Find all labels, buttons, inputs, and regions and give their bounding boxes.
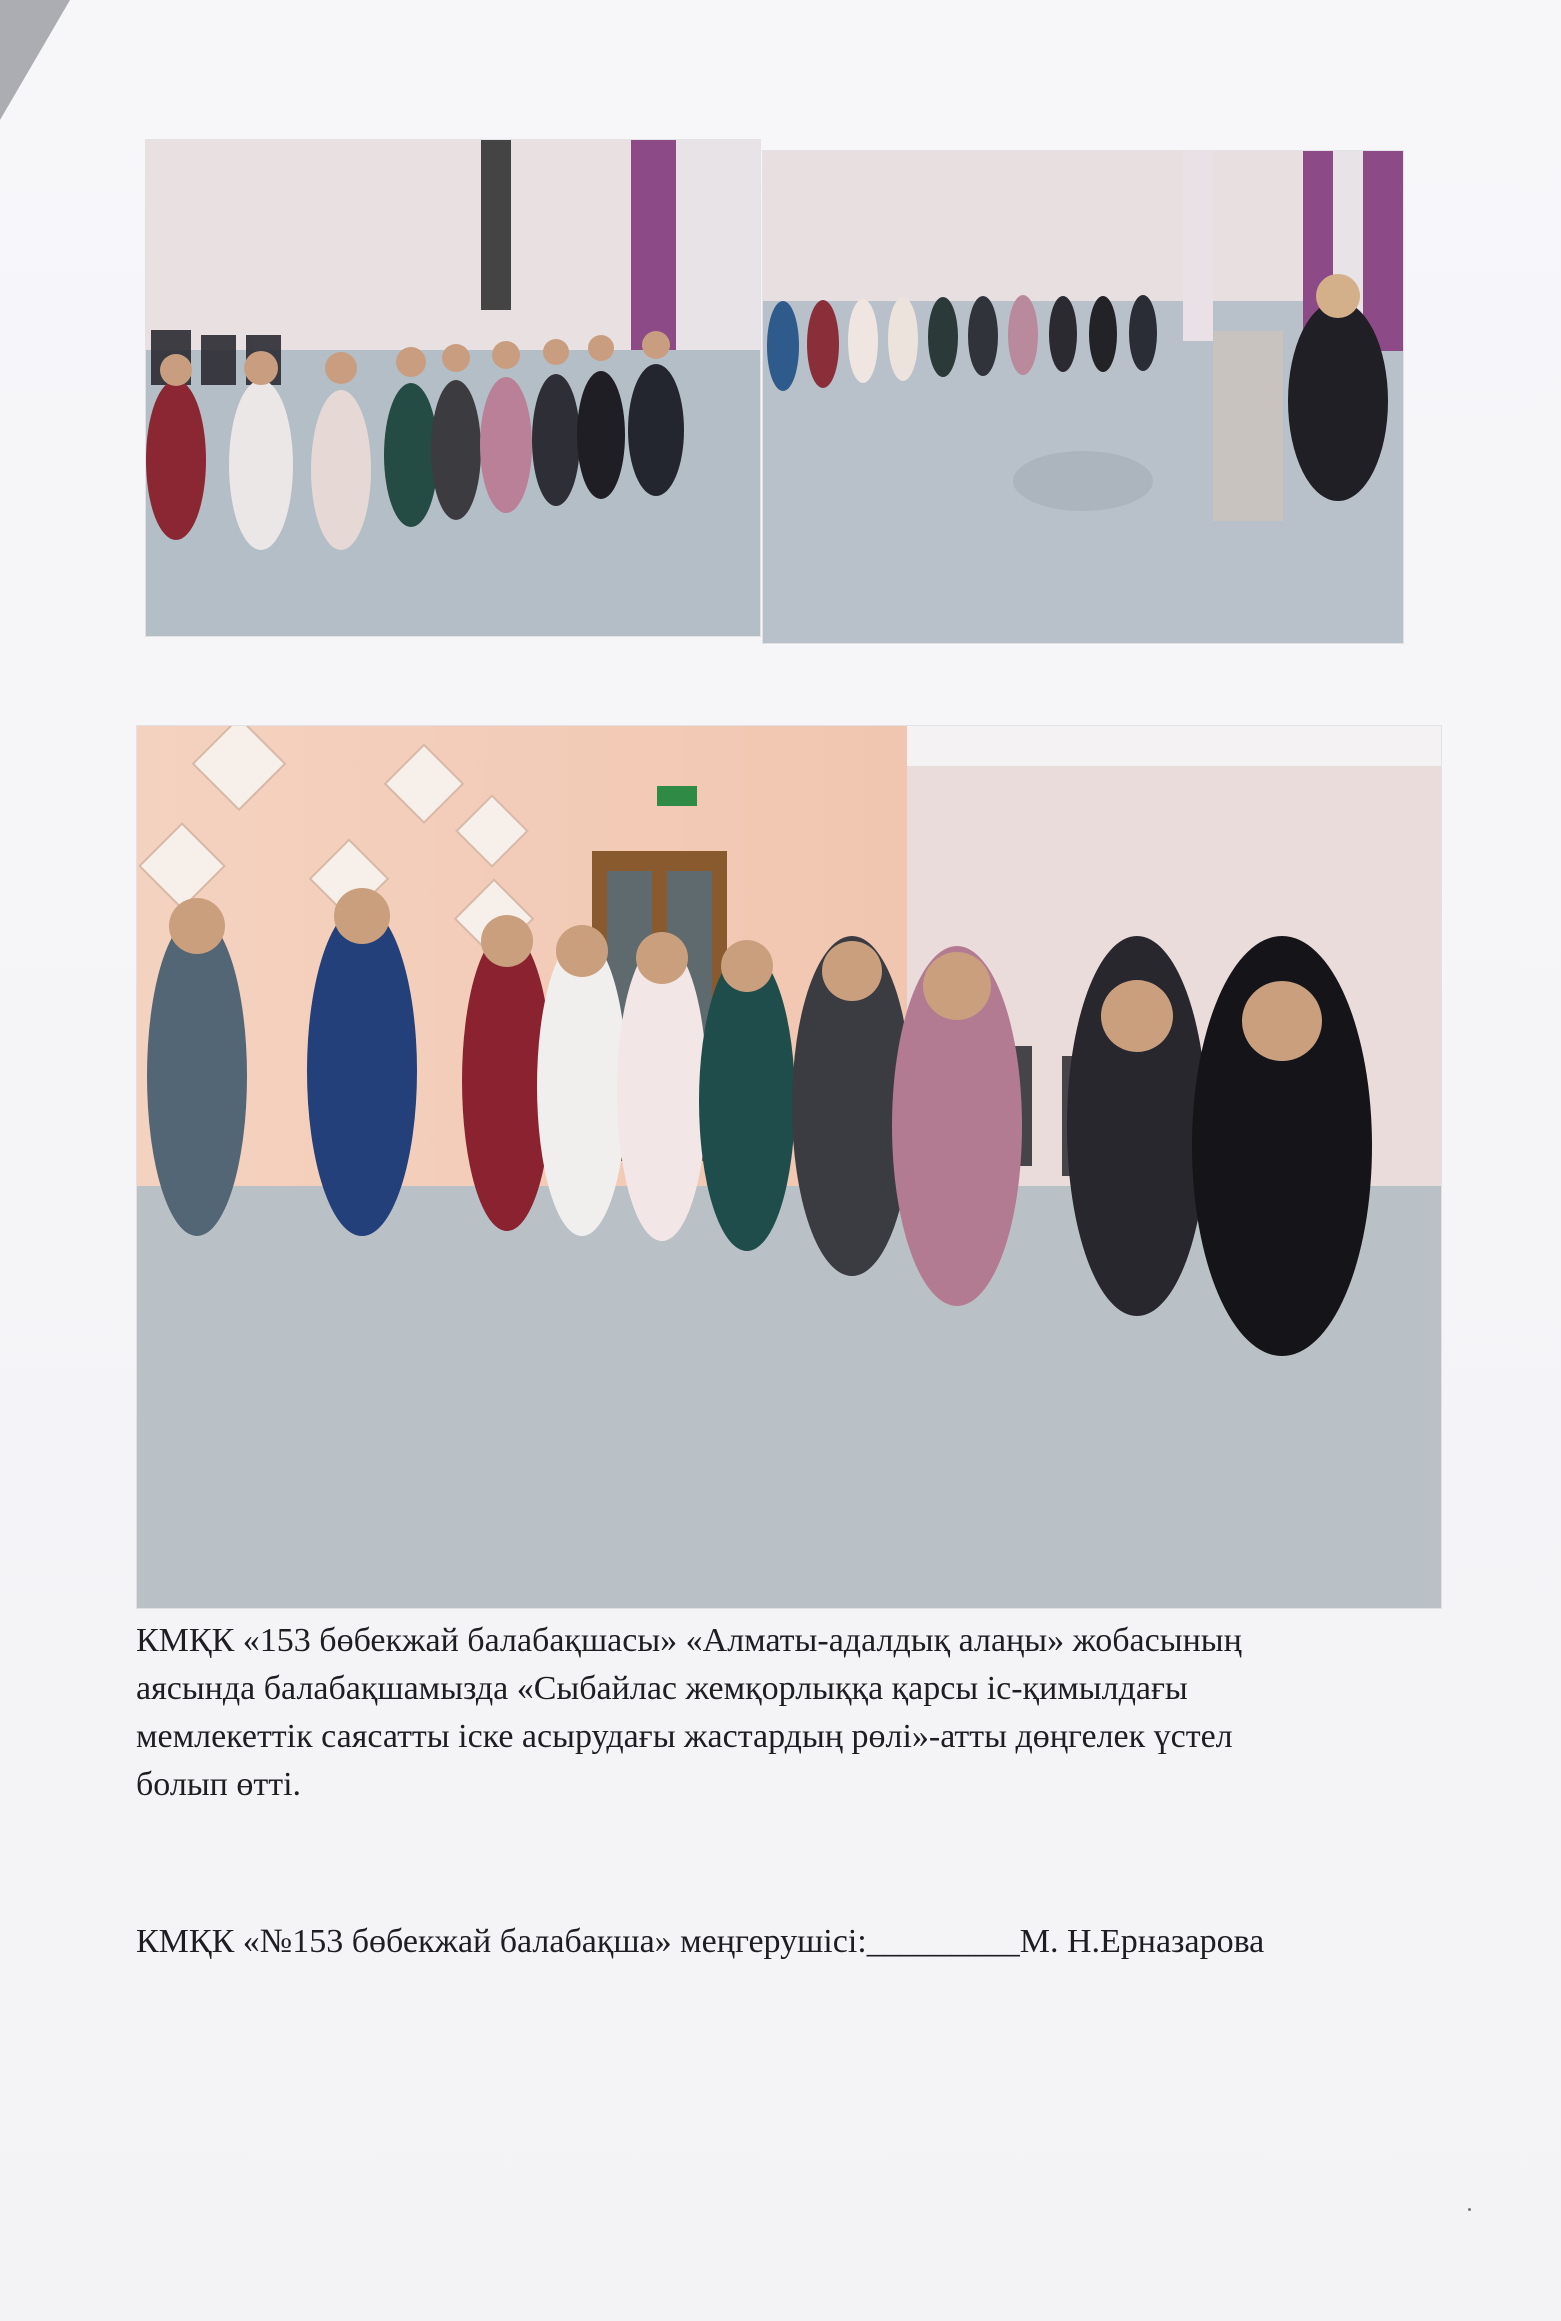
photo-bottom-image (137, 726, 1441, 1608)
caption-line-1: КМҚК «153 бөбекжай балабақшасы» «Алматы-адалдық алаңы» жобасының (136, 1622, 1242, 1659)
page-speck (1468, 2208, 1471, 2211)
signature-position: КМҚК «№153 бөбекжай балабақша» меңгерушісі: (136, 1923, 867, 1960)
photo-top-left-image (146, 140, 760, 636)
signature-line (136, 1918, 1446, 1966)
page-fold-corner (0, 0, 70, 120)
caption-line-2: аясында балабақшамызда «Сыбайлас жемқорлыққа қарсы іс-қимылдағы (136, 1670, 1188, 1707)
photo-caption (136, 1617, 1411, 1809)
caption-line-4: болып өтті. (136, 1766, 302, 1803)
signature-name: М. Н.Ерназарова (1019, 1923, 1265, 1960)
photo-bottom (137, 726, 1441, 1608)
photo-top-left (146, 140, 760, 636)
signature-blank: _________ (866, 1923, 1020, 1960)
caption-line-3: мемлекеттік саясатты іске асырудағы жастардың рөлі»-атты дөңгелек үстел (136, 1718, 1233, 1755)
photo-top-right (763, 151, 1403, 643)
photo-top-right-image (763, 151, 1403, 643)
